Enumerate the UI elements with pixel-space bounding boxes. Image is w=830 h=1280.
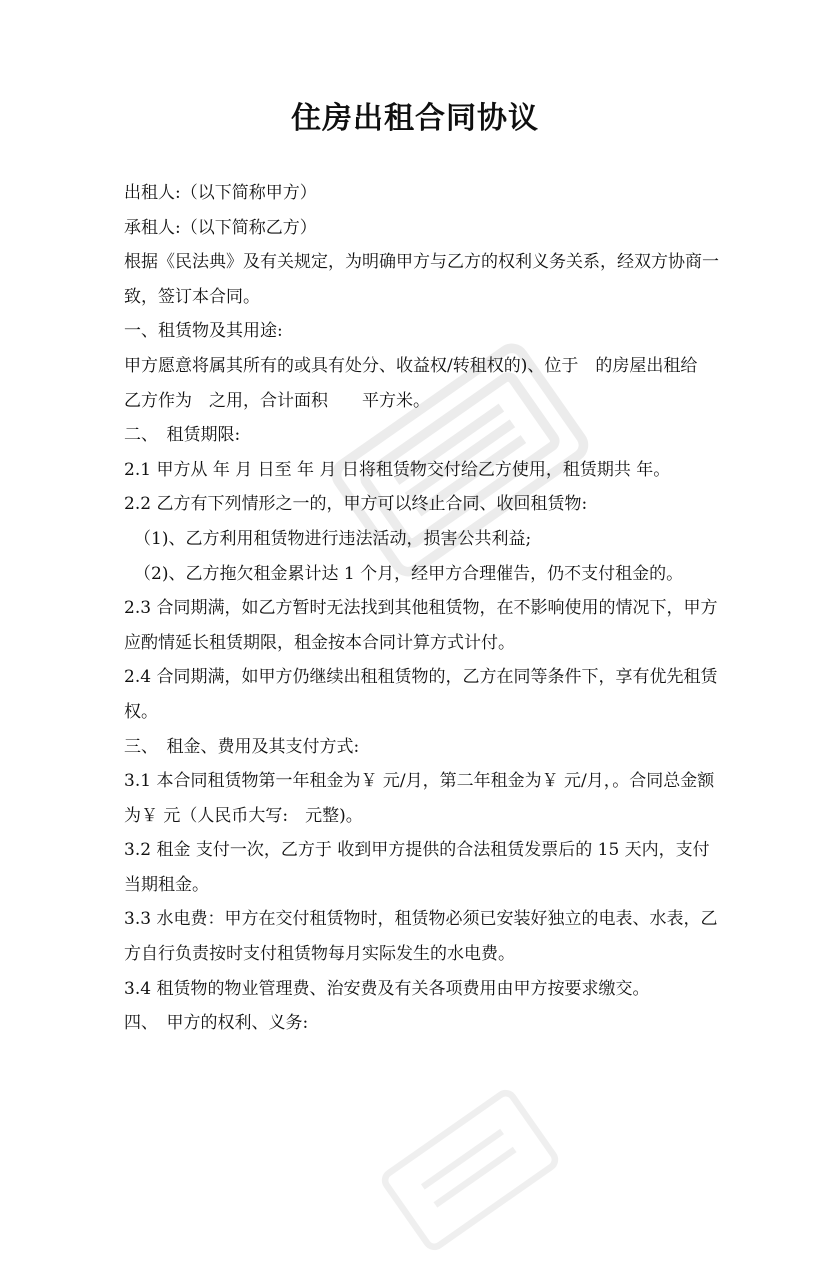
section-2-heading: 二、 租赁期限:	[124, 425, 241, 446]
clause-3-3-line-2: 方自行负责按时支付租赁物每月实际发生的水电费。	[124, 944, 515, 965]
clause-2-2-item-2: （2)、乙方拖欠租金累计达 1 个月，经甲方合理催告，仍不支付租金的。	[134, 563, 684, 584]
section-4-heading: 四、 甲方的权利、义务:	[124, 1013, 309, 1034]
clause-2-3-line-1: 2.3 合同期满，如乙方暂时无法找到其他租赁物，在不影响使用的情况下，甲方	[124, 598, 718, 619]
lessor-line: 出租人:（以下简称甲方）	[124, 183, 317, 203]
section-1-text-2: 乙方作为 之用，合计面积 平方米。	[124, 390, 430, 411]
preamble-line-2: 致，签订本合同。	[124, 286, 260, 307]
clause-3-2-line-2: 当期租金。	[124, 874, 209, 895]
watermark-stamp-icon	[360, 1060, 580, 1280]
clause-2-1: 2.1 甲方从 年 月 日至 年 月 日将租赁物交付给乙方使用，租赁期共 年。	[124, 459, 671, 480]
clause-2-4-line-1: 2.4 合同期满，如甲方仍继续出租租赁物的，乙方在同等条件下，享有优先租赁	[124, 667, 718, 688]
clause-2-4-line-2: 权。	[124, 701, 158, 722]
clause-2-2-item-1: （1)、乙方利用租赁物进行违法活动，损害公共利益;	[134, 528, 532, 549]
lessee-line: 承租人:（以下简称乙方）	[124, 217, 317, 238]
contract-body	[124, 176, 719, 1041]
page-title: 住房出租合同协议	[291, 101, 539, 136]
section-1-text-1: 甲方愿意将属其所有的或具有处分、收益权/转租权的)、位于 的房屋出租给	[124, 355, 698, 376]
clause-2-3-line-2: 应酌情延长租赁期限，租金按本合同计算方式计付。	[124, 632, 515, 653]
section-1-heading: 一、租赁物及其用途:	[124, 321, 283, 342]
section-3-heading: 三、 租金、费用及其支付方式:	[124, 736, 360, 757]
clause-3-1-line-2: 为￥ 元（人民币大写: 元整)。	[124, 805, 363, 826]
clause-2-2: 2.2 乙方有下列情形之一的，甲方可以终止合同、收回租赁物:	[124, 494, 588, 515]
clause-3-2-line-1: 3.2 租金 支付一次，乙方于 收到甲方提供的合法租赁发票后的 15 天内，支付	[124, 840, 710, 861]
clause-3-3-line-1: 3.3 水电费：甲方在交付租赁物时，租赁物必须已安装好独立的电表、水表，乙	[124, 909, 718, 930]
preamble-line-1: 根据《民法典》及有关规定，为明确甲方与乙方的权利义务关系，经双方协商一	[124, 252, 719, 273]
clause-3-1-line-1: 3.1 本合同租赁物第一年租金为￥ 元/月，第二年租金为￥ 元/月，。合同总金额	[124, 771, 715, 792]
clause-3-4: 3.4 租赁物的物业管理费、治安费及有关各项费用由甲方按要求缴交。	[124, 978, 650, 999]
